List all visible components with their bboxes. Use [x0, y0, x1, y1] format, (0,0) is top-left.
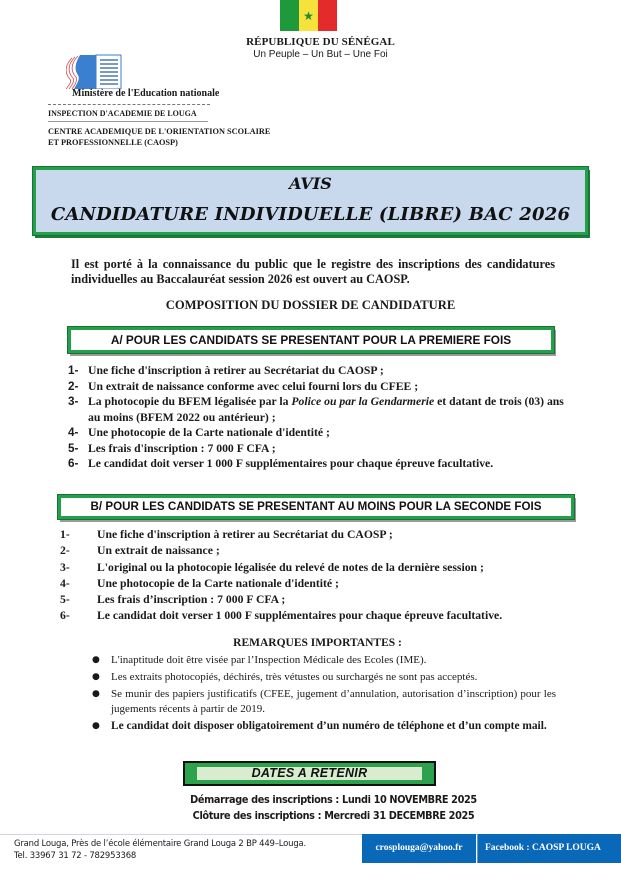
dates-title: DATES A RETENIR — [197, 767, 422, 780]
list-item: 1- Une fiche d'inscription à retirer au Secrétariat du CAOSP ; — [68, 364, 384, 377]
republic-motto: Un Peuple – Un But – Une Foi — [253, 49, 388, 60]
list-item: 6- Le candidat doit verser 1 000 F supplémentaires pour chaque épreuve facultative. — [60, 609, 503, 623]
flag-green-stripe — [280, 0, 299, 31]
bullet-icon: ● — [92, 655, 100, 665]
ministry-name: Ministère de l'Education nationale — [72, 88, 220, 99]
list-item: ● Se munir des papiers justificatifs (CFEE, jugement d’annulation, autorisation d’inscription) pour les jugements récents à partir de 2019. — [92, 688, 556, 715]
list-item: 5- Les frais d'inscription : 7 000 F CFA ; — [68, 441, 276, 455]
section-b-list — [60, 527, 580, 625]
section-a-list — [68, 363, 568, 472]
bullet-icon: ● — [92, 689, 100, 700]
list-item: ● Le candidat doit disposer obligatoirement d’un numéro de téléphone et d’un compte mail. — [92, 720, 547, 733]
footer-address: Grand Louga, Près de l’école élémentaire Grand Louga 2 BP 449–Louga. Tel. 33967 31 72 - 782953368 — [14, 839, 307, 861]
bullet-icon: ● — [92, 721, 100, 732]
centre-name: CENTRE ACADEMIQUE DE L'ORIENTATION SCOLAIRE ET PROFESSIONNELLE (CAOSP) — [48, 127, 271, 147]
inspection-name: INSPECTION D'ACADEMIE DE LOUGA — [48, 109, 197, 118]
list-item: 4- Une photocopie de la Carte nationale d'identité ; — [60, 576, 339, 590]
list-item: 1- Une fiche d'inscription à retirer au Secrétariat du CAOSP ; — [60, 528, 393, 541]
registration-start-date: Démarrage des inscriptions : Lundi 10 NOVEMBRE 2025 — [190, 794, 477, 806]
divider — [48, 104, 210, 105]
list-item: 2- Un extrait de naissance conforme avec celui fourni lors du CFEE ; — [68, 379, 419, 393]
list-item: 3- L'original ou la photocopie légalisée du relevé de notes de la dernière session ; — [60, 560, 484, 574]
remarks-list — [90, 653, 556, 736]
dates-banner — [183, 761, 436, 786]
flag-yellow-stripe — [299, 0, 318, 31]
star-icon: ★ — [303, 8, 314, 23]
remarks-title: REMARQUES IMPORTANTES : — [233, 637, 402, 649]
list-item: 5- Les frais d’inscription : 7 000 F CFA ; — [60, 593, 286, 607]
senegal-flag — [280, 0, 337, 31]
section-a-heading: A/ POUR LES CANDIDATS SE PRESENTANT POUR LA PREMIERE FOIS — [68, 327, 554, 353]
ministry-logo-icon — [66, 52, 122, 89]
section-b-heading: B/ POUR LES CANDIDATS SE PRESENTANT AU MOINS POUR LA SECONDE FOIS — [58, 495, 574, 519]
list-item: ● L'inaptitude doit être visée par l’Inspection Médicale des Ecoles (IME). — [92, 654, 427, 666]
republic-title: RÉPUBLIQUE DU SÉNÉGAL — [246, 36, 395, 48]
avis-title: AVIS — [289, 174, 332, 193]
flag-red-stripe — [318, 0, 337, 31]
footer-email-link[interactable]: crosplouga@yahoo.fr — [362, 834, 476, 863]
registration-end-date: Clôture des inscriptions : Mercredi 31 DECEMBRE 2025 — [192, 810, 475, 822]
footer-facebook-link[interactable]: Facebook : CAOSP LOUGA — [477, 834, 621, 863]
bullet-icon: ● — [92, 672, 100, 683]
list-item: 2- Un extrait de naissance ; — [60, 544, 220, 558]
avis-subtitle: CANDIDATURE INDIVIDUELLE (LIBRE) BAC 2026 — [50, 204, 571, 225]
list-item: 4- Une photocopie de la Carte nationale d'identité ; — [68, 426, 330, 439]
divider — [48, 121, 208, 122]
footer-phone: Tel. 33967 31 72 - 782953368 — [14, 851, 137, 861]
list-item: ● Les extraits photocopiés, déchirés, très vétustes ou surchargés ne sont pas acceptés. — [92, 671, 478, 684]
intro-paragraph: Il est porté à la connaissance du public que le registre des inscriptions des candidatures individuelles au Baccalauréat session 2026 est ouvert au CAOSP. — [71, 257, 555, 286]
composition-title: COMPOSITION DU DOSSIER DE CANDIDATURE — [165, 298, 456, 312]
list-item: 6- Le candidat doit verser 1 000 F supplémentaires pour chaque épreuve facultative. — [68, 457, 494, 470]
list-item: 3- La photocopie du BFEM légalisée par la Police ou par la Gendarmerie et datant de trois (03) ans au moins (BFEM 2022 ou antérieur) ; — [68, 395, 564, 424]
avis-banner — [33, 167, 588, 235]
